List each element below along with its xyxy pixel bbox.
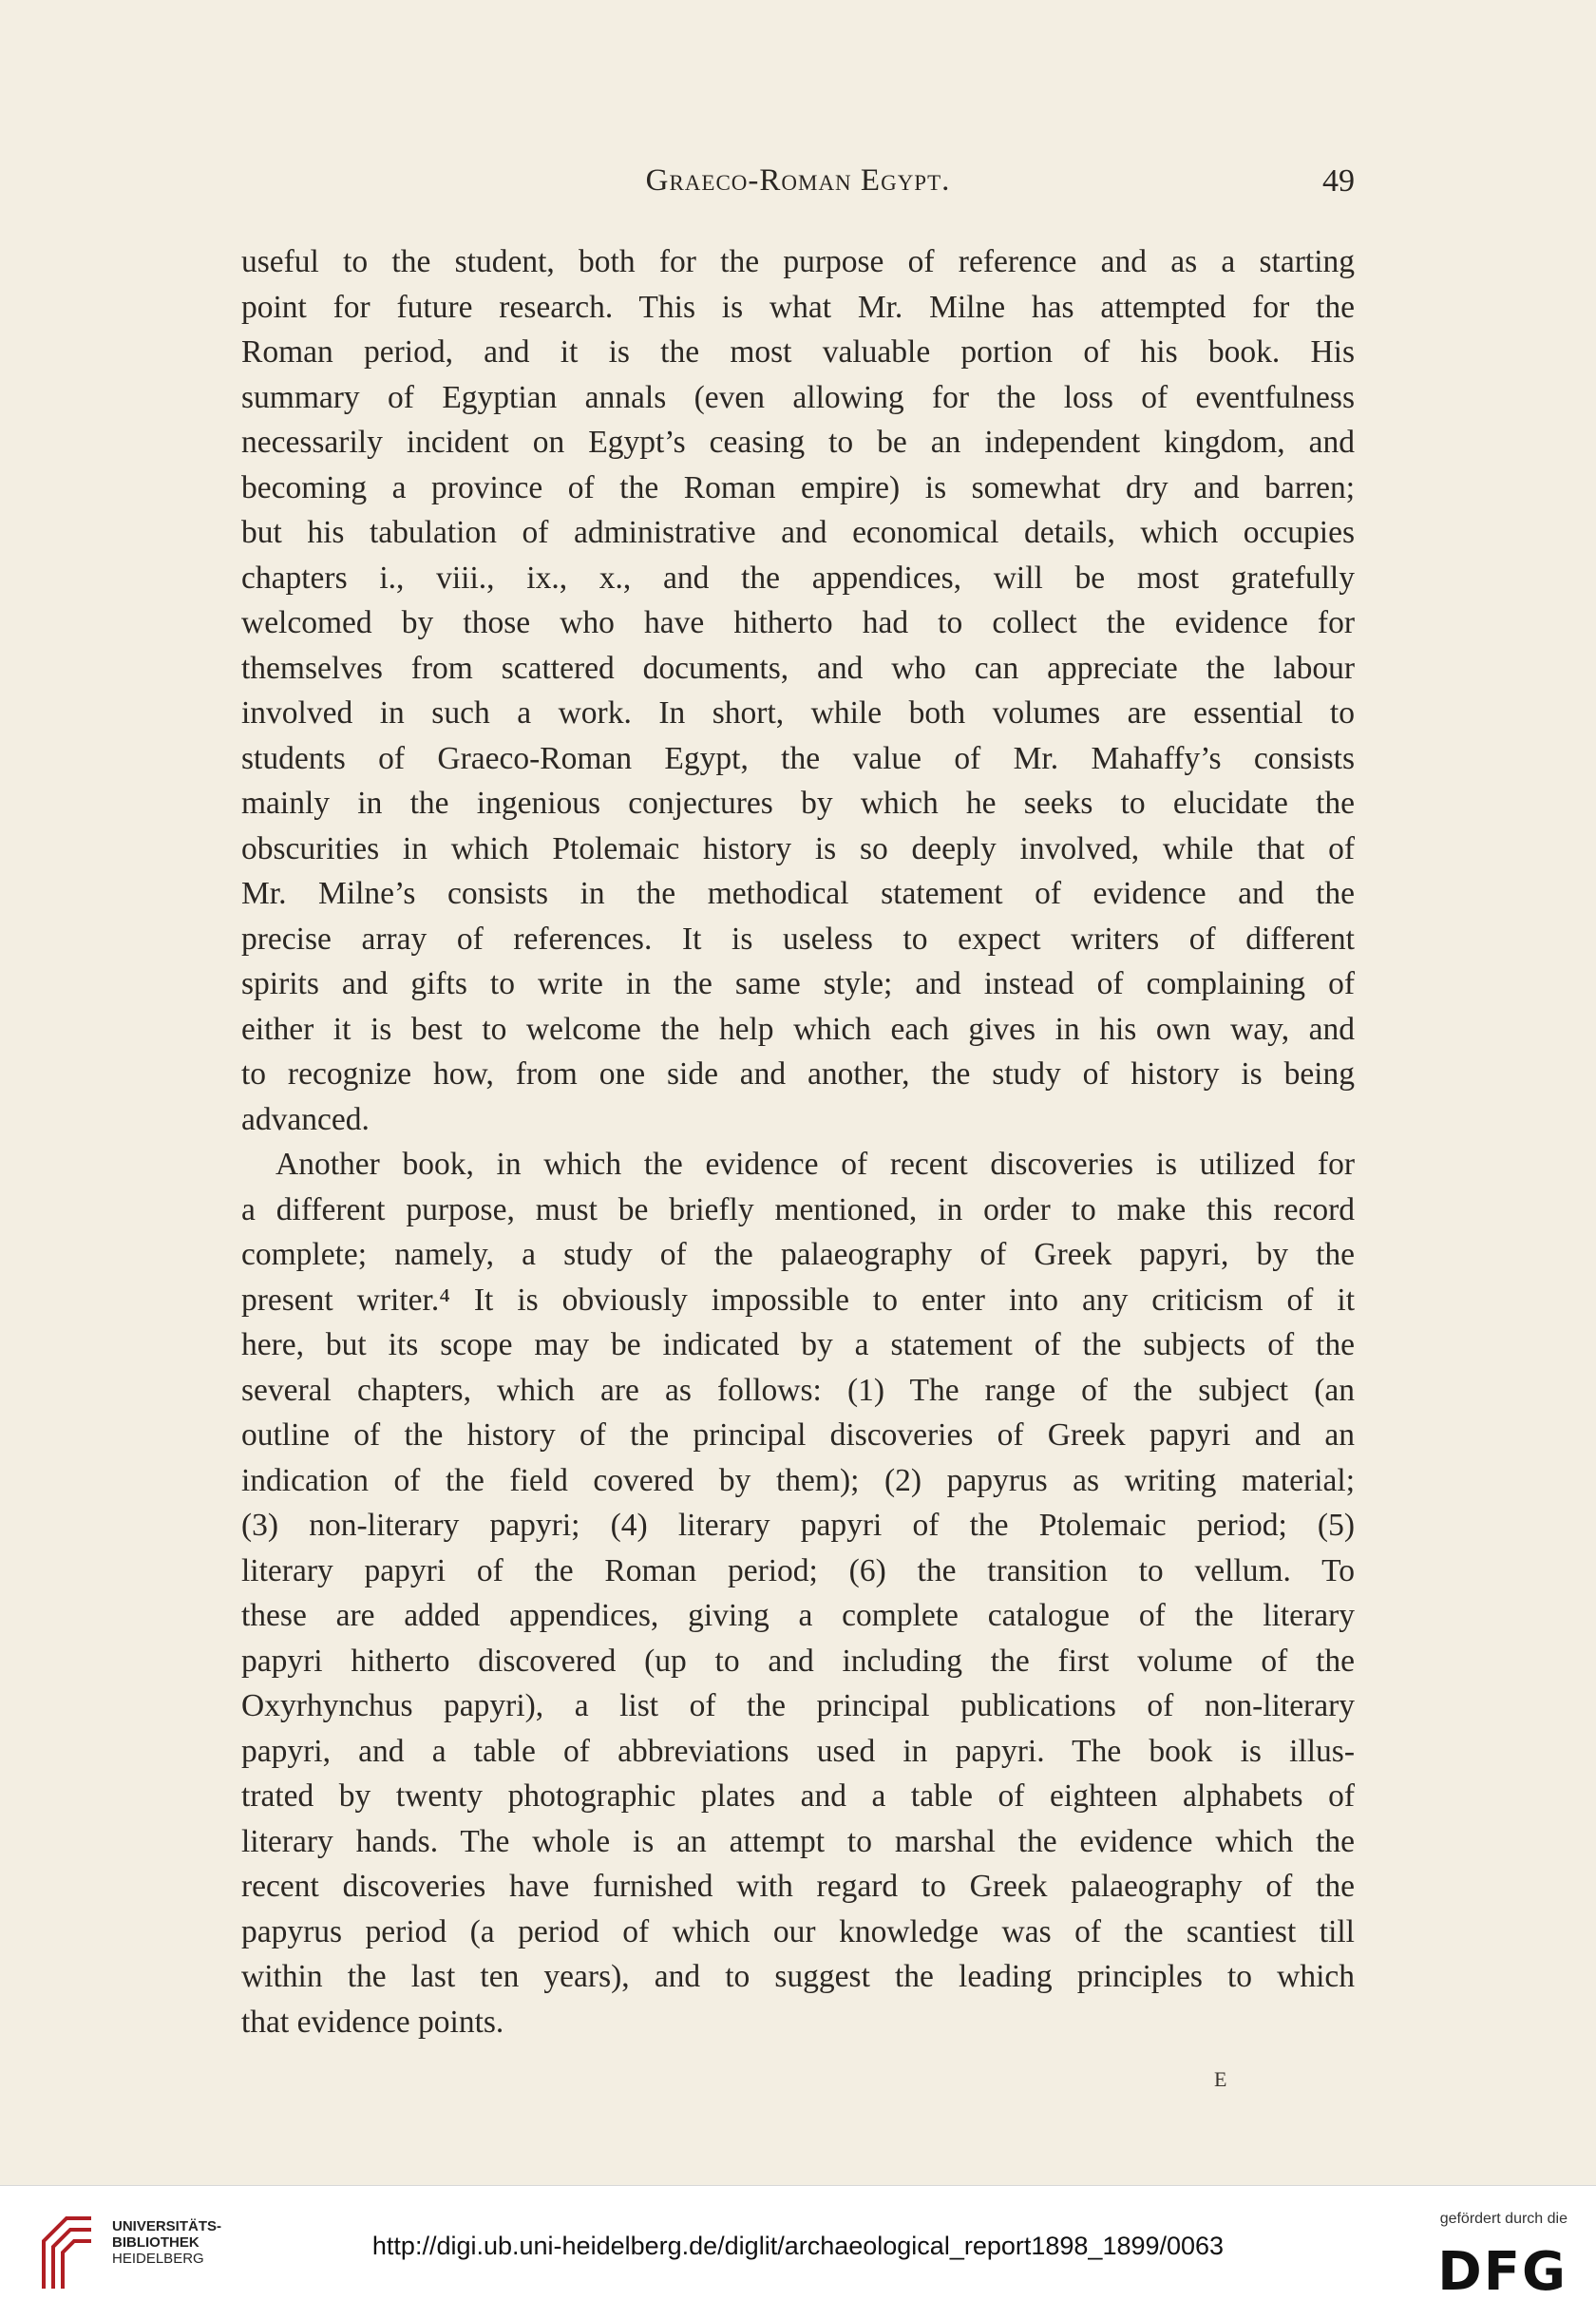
text-line: papyri, and a table of abbreviations used in papyri. The book is illus- xyxy=(241,1733,1355,1769)
text-line: to recognize how, from one side and another, the study of history is being xyxy=(241,1056,1355,1092)
page-header xyxy=(241,163,1355,205)
text-line: useful to the student, both for the purpose of reference and as a starting xyxy=(241,244,1355,279)
text-line: papyri hitherto discovered (up to and including the first volume of the xyxy=(241,1643,1355,1679)
text-line: obscurities in which Ptolemaic history is so deeply involved, while that of xyxy=(241,830,1355,866)
text-line: literary hands. The whole is an attempt to marshal the evidence which the xyxy=(241,1823,1355,1859)
running-title: Graeco-Roman Egypt. xyxy=(645,163,951,198)
footer-bar xyxy=(0,2185,1596,2319)
text-line: mainly in the ingenious conjectures by which he seeks to elucidate the xyxy=(241,786,1355,821)
text-line: present writer.⁴ It is obviously impossible to enter into any criticism of it xyxy=(241,1282,1355,1318)
text-line: here, but its scope may be indicated by a statement of the subjects of the xyxy=(241,1327,1355,1362)
library-name xyxy=(112,2218,221,2267)
text-line: advanced. xyxy=(241,1101,370,1137)
text-line: trated by twenty photographic plates and a table of eighteen alphabets of xyxy=(241,1778,1355,1814)
text-line: a different purpose, must be briefly mentioned, in order to make this record xyxy=(241,1191,1355,1227)
library-name-line: UNIVERSITÄTS- xyxy=(112,2218,222,2234)
text-line: Another book, in which the evidence of recent discoveries is utilized for xyxy=(276,1147,1355,1182)
text-line: these are added appendices, giving a complete catalogue of the literary xyxy=(241,1598,1355,1633)
text-line: welcomed by those who have hitherto had to collect the evidence for xyxy=(241,605,1355,640)
library-name-line: HEIDELBERG xyxy=(112,2251,204,2267)
page-number: 49 xyxy=(1322,163,1355,199)
permalink-url[interactable]: http://digi.ub.uni-heidelberg.de/diglit/archaeological_report1898_1899/0063 xyxy=(371,2232,1225,2260)
funding-caption: gefördert durch die xyxy=(1439,2211,1568,2227)
text-line: spirits and gifts to write in the same style; and instead of complaining of xyxy=(241,966,1355,1001)
library-name-line: BIBLIOTHEK xyxy=(112,2234,200,2251)
text-line: literary papyri of the Roman period; (6) the transition to vellum. To xyxy=(241,1552,1355,1588)
text-line: summary of Egyptian annals (even allowing for the loss of eventfulness xyxy=(241,379,1355,415)
body-text xyxy=(241,239,1355,2044)
text-line: several chapters, which are as follows: (1) The range of the subject (an xyxy=(241,1372,1355,1408)
text-line: complete; namely, a study of the palaeography of Greek papyri, by the xyxy=(241,1237,1355,1272)
text-line: involved in such a work. In short, while both volumes are essential to xyxy=(241,695,1355,731)
text-line: within the last ten years), and to suggest the leading principles to which xyxy=(241,1959,1355,1994)
dfg-logo: DFG xyxy=(1437,2241,1568,2303)
text-line: papyrus period (a period of which our knowledge was of the scantiest till xyxy=(241,1913,1355,1949)
text-line: outline of the history of the principal discoveries of Greek papyri and an xyxy=(241,1417,1355,1453)
text-line: (3) non-literary papyri; (4) literary papyri of the Ptolemaic period; (5) xyxy=(241,1508,1355,1543)
text-line: Mr. Milne’s consists in the methodical statement of evidence and the xyxy=(241,876,1355,911)
text-line: either it is best to welcome the help which each gives in his own way, and xyxy=(241,1011,1355,1047)
text-line: chapters i., viii., ix., x., and the appendices, will be most gratefully xyxy=(241,560,1355,596)
library-logo-icon xyxy=(38,2213,97,2292)
text-line: themselves from scattered documents, and who can appreciate the labour xyxy=(241,650,1355,686)
text-line: Oxyrhynchus papyri), a list of the principal publications of non-literary xyxy=(241,1688,1355,1723)
text-line: necessarily incident on Egypt’s ceasing to be an independent kingdom, and xyxy=(241,425,1355,460)
text-line: students of Graeco-Roman Egypt, the value of Mr. Mahaffy’s consists xyxy=(241,740,1355,776)
text-line: precise array of references. It is useless to expect writers of different xyxy=(241,921,1355,957)
text-line: recent discoveries have furnished with regard to Greek palaeography of the xyxy=(241,1869,1355,1904)
text-line: that evidence points. xyxy=(241,2004,504,2040)
text-line: point for future research. This is what Mr. Milne has attempted for the xyxy=(241,289,1355,325)
text-line: Roman period, and it is the most valuable portion of his book. His xyxy=(241,334,1355,370)
text-line: becoming a province of the Roman empire) is somewhat dry and barren; xyxy=(241,469,1355,505)
text-line: indication of the field covered by them); (2) papyrus as writing material; xyxy=(241,1462,1355,1498)
text-line: but his tabulation of administrative and economical details, which occupies xyxy=(241,515,1355,550)
signature-mark: E xyxy=(1214,2067,1227,2091)
